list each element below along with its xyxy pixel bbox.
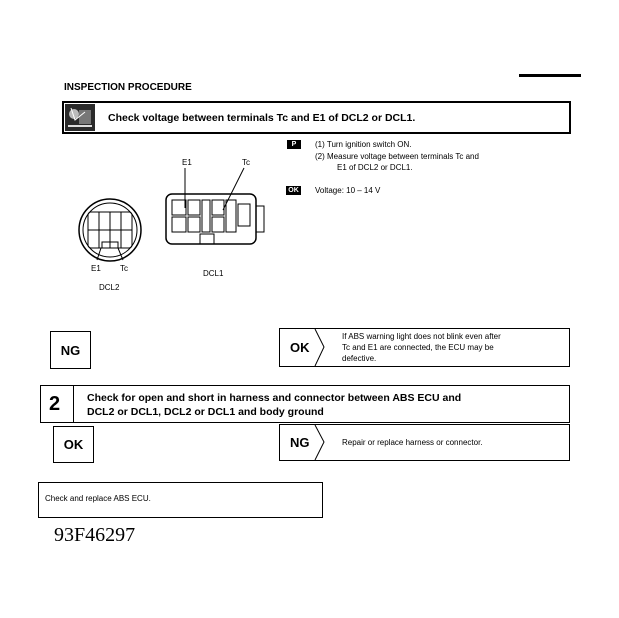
dcl1-connector bbox=[166, 168, 264, 244]
prep-item-1: (1) Turn ignition switch ON. bbox=[315, 140, 412, 149]
prep-item-2: (2) Measure voltage between terminals Tc and bbox=[315, 152, 479, 161]
dcl2-label: DCL2 bbox=[99, 283, 120, 292]
ok-note-line2: Tc and E1 are connected, the ECU may be bbox=[342, 343, 494, 352]
ng-tag-1: NG bbox=[50, 331, 91, 369]
dcl1-tc-label: Tc bbox=[242, 158, 250, 167]
final-text: Check and replace ABS ECU. bbox=[45, 494, 151, 503]
prep-tag: P bbox=[287, 140, 301, 149]
ok-note-line1: If ABS warning light does not blink even after bbox=[342, 332, 501, 341]
ok-tag-2: OK bbox=[53, 426, 94, 463]
inspection-icon bbox=[65, 104, 95, 131]
step2-number: 2 bbox=[49, 393, 61, 415]
ng-result-box bbox=[279, 424, 570, 461]
step2-box bbox=[40, 385, 570, 423]
section-title: INSPECTION PROCEDURE bbox=[64, 82, 192, 93]
prep-item-3: E1 of DCL2 or DCL1. bbox=[337, 163, 413, 172]
ng-note: Repair or replace harness or connector. bbox=[342, 438, 483, 447]
ok-note-line3: defective. bbox=[342, 354, 377, 363]
dcl2-connector bbox=[79, 199, 141, 261]
step1-icon bbox=[65, 104, 95, 131]
ok-tag-1: OK bbox=[290, 340, 310, 355]
ok-result-box bbox=[279, 328, 570, 367]
ok-tag: OK bbox=[286, 186, 301, 195]
arrow-chevron-icon bbox=[314, 329, 326, 366]
step2-text-line1: Check for open and short in harness and connector between ABS ECU and bbox=[87, 392, 462, 404]
step1-box bbox=[62, 101, 571, 134]
top-rule bbox=[519, 74, 581, 77]
step2-text-line2: DCL2 or DCL1, DCL2 or DCL1 and body ground bbox=[87, 406, 324, 418]
dcl1-label: DCL1 bbox=[203, 269, 224, 278]
ng-tag-2: NG bbox=[290, 435, 310, 450]
voltage-spec: Voltage: 10 – 14 V bbox=[315, 186, 381, 195]
dcl2-tc-label: Tc bbox=[120, 264, 128, 273]
figure-code: 93F46297 bbox=[54, 524, 136, 546]
final-box bbox=[38, 482, 323, 518]
arrow-chevron-icon bbox=[314, 425, 326, 460]
connector-diagram bbox=[60, 150, 280, 300]
dcl2-e1-label: E1 bbox=[91, 264, 101, 273]
step2-divider bbox=[73, 386, 74, 422]
step1-text: Check voltage between terminals Tc and E1 of DCL2 or DCL1. bbox=[108, 112, 416, 124]
dcl1-e1-label: E1 bbox=[182, 158, 192, 167]
